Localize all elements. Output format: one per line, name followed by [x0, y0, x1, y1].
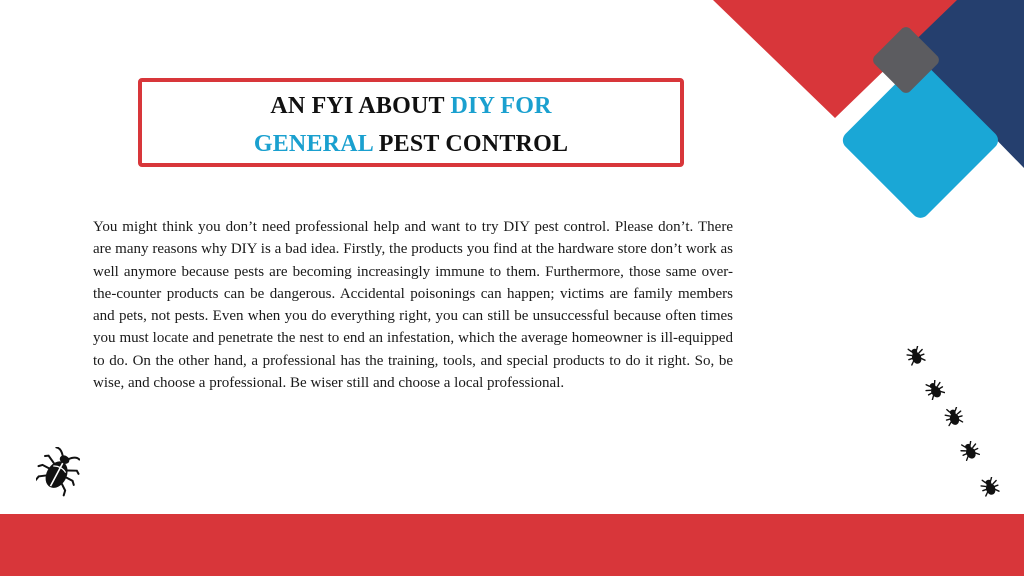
- red-triangle: [713, 0, 957, 118]
- page-title: [254, 87, 568, 163]
- beetle-icon: [36, 447, 80, 497]
- bug-icon: [925, 380, 945, 400]
- title-line2-accent: GENERAL: [253, 130, 373, 157]
- title-line1-accent: DIY FOR: [450, 92, 552, 119]
- cyan-diamond: [839, 59, 1002, 222]
- title-box: [138, 78, 684, 167]
- body-paragraph: You might think you don’t need professional help and want to try DIY pest control. Please don’t. There are many reasons why DIY is a bad idea. Firstly, the products you find at the hardware store don’t work as well anymore because pests are becoming increasingly immune to them. Furthermore, those same over-the-counter products can be dangerous. Accidental poisonings can happen; victims are family members and pets, not pests. Even when you do everything right, you can still be unsuccessful because often times you must locate and penetrate the nest to end an infestation, which the average homeowner is ill-equipped to do. On the other hand, a professional has the training, tools, and special products to do it right. So, be wise, and choose a professional. Be wiser still and choose a local professional.: [93, 219, 733, 392]
- bug-icon: [960, 441, 980, 461]
- bug-icon: [980, 477, 1000, 497]
- title-line1-plain: AN FYI ABOUT: [270, 92, 451, 119]
- navy-triangle: [860, 0, 1024, 168]
- bug-icon: [944, 407, 964, 427]
- gray-diamond: [871, 25, 942, 96]
- bug-icon: [906, 346, 926, 366]
- footer-band: [0, 514, 1024, 576]
- title-line2-plain: PEST CONTROL: [372, 130, 569, 157]
